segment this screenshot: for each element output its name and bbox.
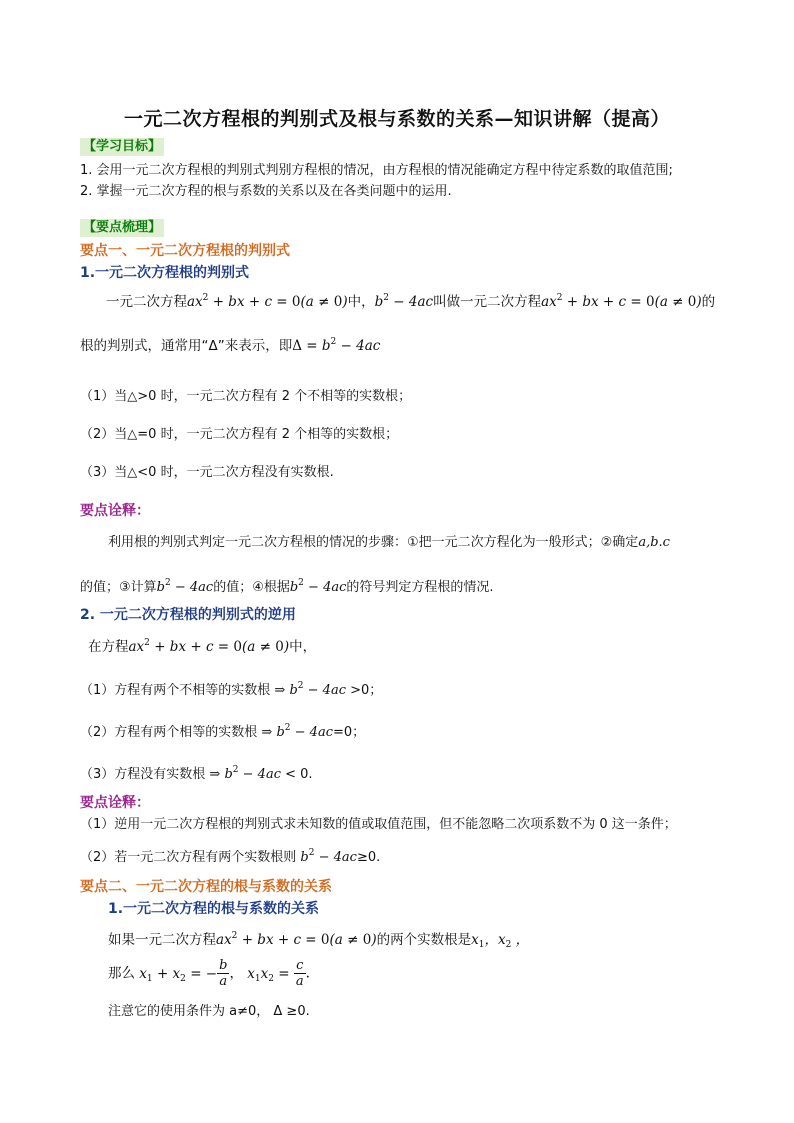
discriminant-formula: $b^2 - 4ac$ (224, 765, 281, 782)
discriminant-definition-line2 (80, 334, 380, 354)
coeff-list: a,b.c (638, 535, 670, 550)
sum-of-roots-formula: $x_1 + x_2$ = − (139, 965, 218, 984)
case-3: （3）当△<0 时，一元二次方程没有实数根. (80, 465, 334, 480)
discriminant-formula: $b^2 - 4ac$ (289, 578, 347, 595)
point2-heading: 要点二、一元二次方程的根与系数的关系 (80, 879, 332, 895)
inverse-3 (80, 763, 313, 782)
def-text-e: 根的判别式，通常用“Δ”来表示，即 (80, 338, 293, 354)
sub2-text-b: 中， (289, 639, 317, 655)
discriminant-formula: $b^2 - 4ac$ (276, 723, 333, 740)
delta-formula: $\Delta = b^2 - 4ac$ (292, 337, 381, 354)
vieta-line2: 那么 $x_1 + x_2$ = − $\frac{b}{a}$ ， $x_1x_2$ = $\frac{c}{a}$ . (108, 958, 310, 989)
vieta-text-c: 那么 (108, 965, 135, 982)
page-title: 一元二次方程根的判别式及根与系数的关系—知识讲解（提高） (123, 108, 670, 130)
def-text-b: 中， (347, 294, 375, 310)
fraction-b-over-a: $\frac{b}{a}$ (219, 958, 228, 989)
note1-text-a: 的值；③计算 (80, 580, 157, 595)
discriminant-formula: $b^2 - 4ac$ (300, 848, 357, 865)
inverse-2-text: （2）方程有两个相等的实数根 (80, 725, 258, 740)
discriminant-formula: $b^2 - 4ac$ (374, 293, 434, 310)
point1-sub1-heading: 1.一元二次方程根的判别式 (80, 265, 250, 281)
equation-formula: $ax^2$ + bx + c = 0(a ≠ 0) (216, 931, 377, 948)
discriminant-definition-line1 (106, 290, 715, 310)
def-text-c: 叫做一元二次方程 (433, 294, 542, 310)
inverse-3-suffix: < 0. (280, 767, 313, 782)
learning-goals-heading: 【学习目标】 (80, 138, 164, 156)
def-text-d: 的 (701, 294, 716, 310)
inverse-1 (80, 679, 382, 698)
sub2-text-a: 在方程 (88, 639, 129, 655)
note1-text-c: 的符号判定方程根的情况. (346, 580, 494, 595)
implies-symbol: ⇒ (257, 725, 277, 740)
vieta-line1 (108, 928, 529, 950)
point2-sub1-heading: 1.一元二次方程的根与系数的关系 (108, 901, 320, 917)
case-1: （1）当△>0 时，一元二次方程有 2 个不相等的实数根； (80, 389, 412, 404)
inverse-1-suffix: >0； (345, 683, 383, 698)
note2-item-2-text: （2）若一元二次方程有两个实数根则 (80, 850, 301, 865)
note1-line2 (80, 576, 494, 595)
def-text-a: 一元二次方程 (106, 294, 187, 310)
note1-line1 (108, 531, 670, 550)
sub2-intro (88, 635, 316, 655)
note2-item-1: （1）逆用一元二次方程根的判别式求未知数的值或取值范围，但不能忽略二次项系数不为 0 这一条件； (80, 817, 677, 832)
inverse-1-text: （1）方程有两个不相等的实数根 (80, 683, 271, 698)
inverse-2-suffix: =0； (332, 725, 366, 740)
equation-formula: $ax^2$ + bx + c = 0(a ≠ 0) (128, 638, 290, 655)
vieta-text-a: 如果一元二次方程 (108, 932, 216, 948)
discriminant-formula: $b^2 - 4ac$ (289, 681, 346, 698)
note2-item-2-tail: ≥0. (356, 850, 381, 865)
equation-formula: $ax^2$ + bx + c = 0(a ≠ 0) (541, 293, 702, 310)
note1-text-b: 的值；④根据 (213, 580, 290, 595)
point1-heading: 要点一、一元二次方程根的判别式 (80, 243, 290, 259)
product-of-roots-formula: $x_1x_2$ = (247, 965, 294, 984)
note1-text: 利用根的判别式判定一元二次方程根的情况的步骤：①把一元二次方程化为一般形式；②确定 (108, 535, 639, 550)
roots-formula: $x_1$，$x_2$ ， (471, 932, 530, 950)
implies-symbol: ⇒ (270, 683, 290, 698)
goal-item-1: 1. 会用一元二次方程根的判别式判别方程根的情况，由方程根的情况能确定方程中待定系数的取值范围; (80, 163, 673, 178)
summary-heading: 【要点梳理】 (80, 219, 164, 237)
point1-sub2-heading: 2. 一元二次方程根的判别式的逆用 (80, 607, 296, 623)
inverse-2 (80, 721, 365, 740)
vieta-text-b: 的两个实数根是 (376, 932, 472, 948)
equation-formula: $ax^2$ + bx + c = 0(a ≠ 0) (187, 293, 348, 310)
implies-symbol: ⇒ (205, 767, 225, 782)
discriminant-formula: $b^2 - 4ac$ (156, 578, 214, 595)
note2-item-2 (80, 846, 380, 865)
inverse-3-text: （3）方程没有实数根 (80, 767, 206, 782)
case-2: （2）当△=0 时，一元二次方程有 2 个相等的实数根； (80, 427, 399, 442)
vieta-condition: 注意它的使用条件为 a≠0， Δ ≥0. (108, 1004, 310, 1019)
goal-item-2: 2. 掌握一元二次方程的根与系数的关系以及在各类问题中的运用. (80, 184, 452, 199)
fraction-c-over-a: $\frac{c}{a}$ (295, 958, 304, 989)
note2-heading: 要点诠释： (80, 795, 150, 811)
note1-heading: 要点诠释： (80, 503, 150, 519)
